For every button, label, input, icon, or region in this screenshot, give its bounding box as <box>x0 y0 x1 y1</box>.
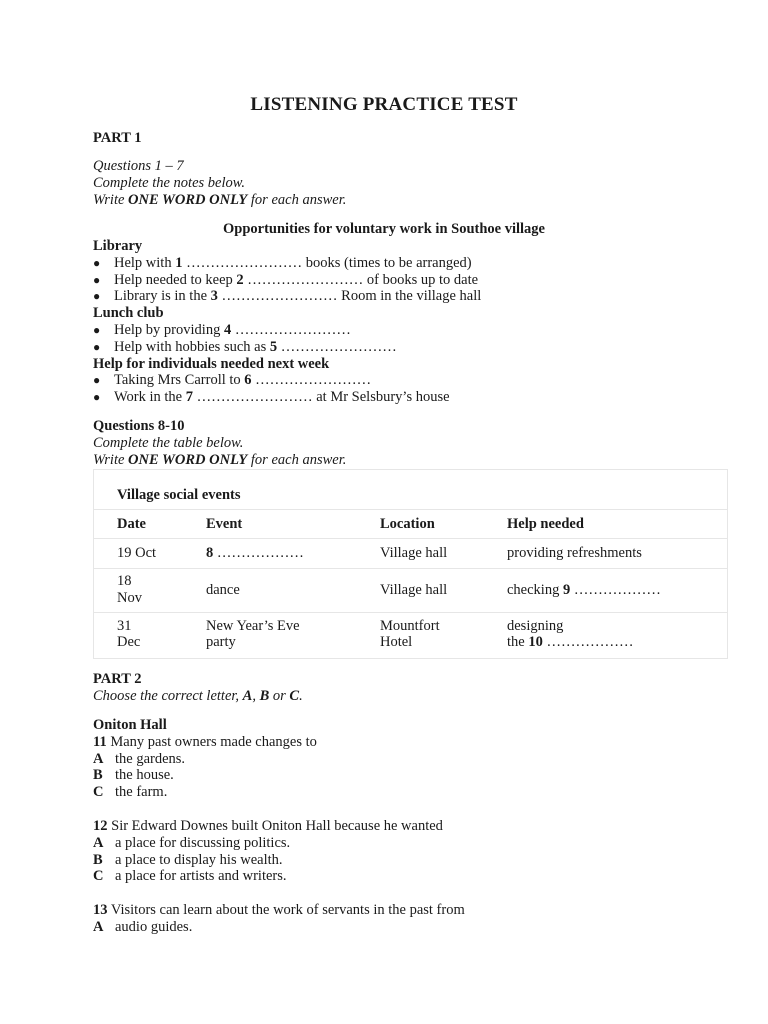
instruction-complete-notes: Complete the notes below. <box>93 174 245 191</box>
table-cell-event: 8 ……………… <box>206 544 304 561</box>
bullet-icon: ● <box>93 255 101 270</box>
table-cell-date: 31 Dec <box>117 617 141 651</box>
part1-instructions <box>93 158 346 208</box>
instruction-complete-table: Complete the table below. <box>93 434 244 451</box>
question-stem: 13 Visitors can learn about the work of servants in the past from <box>93 902 465 919</box>
notes-list <box>93 238 481 406</box>
bullet-icon: ● <box>93 373 101 388</box>
answer-option[interactable]: A audio guides. <box>93 918 193 935</box>
answer-blank[interactable]: …………………… <box>192 389 313 406</box>
notes-item: ● Library is in the 3 …………………… Room in the village hall <box>93 288 482 305</box>
instruction-word-limit-2: Write ONE WORD ONLY for each answer. <box>93 451 347 468</box>
table-header-cell: Location <box>380 516 435 532</box>
part2-subheading: Oniton Hall <box>93 717 167 733</box>
table-title: Village social events <box>117 487 241 503</box>
table-cell-help: designing the 10 ……………… <box>507 617 634 651</box>
q8-10-heading: Questions 8-10 <box>93 418 185 434</box>
bullet-icon: ● <box>93 339 101 354</box>
answer-blank[interactable]: …………………… <box>231 321 351 338</box>
bullet-icon: ● <box>93 272 101 287</box>
table-cell-event: New Year’s Eve party <box>206 617 300 651</box>
answer-option[interactable]: B a place to display his wealth. <box>93 851 283 868</box>
table-cell-date: 19 Oct <box>117 544 157 561</box>
answer-blank[interactable]: …………………… <box>251 372 372 389</box>
notes-item: ● Help needed to keep 2 …………………… of books up to date <box>93 271 479 288</box>
question-number: 6 <box>244 372 252 389</box>
question-number: 2 <box>236 271 244 288</box>
answer-option[interactable]: A a place for discussing politics. <box>93 834 291 851</box>
answer-option[interactable]: A the gardens. <box>93 750 186 767</box>
question-block <box>93 734 465 801</box>
table-cell-location: Village hall <box>380 581 448 598</box>
notes-section-heading: Lunch club <box>93 305 164 322</box>
question-number: 3 <box>210 288 218 305</box>
notes-section-heading: Library <box>93 238 143 254</box>
answer-blank[interactable]: …………………… <box>217 288 338 305</box>
bullet-icon: ● <box>93 289 101 304</box>
instruction-word-limit: Write ONE WORD ONLY for each answer. <box>93 191 347 208</box>
answer-option[interactable]: C a place for artists and writers. <box>93 868 287 885</box>
table-divider <box>94 612 727 613</box>
page-title: LISTENING PRACTICE TEST <box>250 94 518 115</box>
part2-heading: PART 2 <box>93 671 142 687</box>
part2-header <box>93 671 303 705</box>
question-number: 5 <box>269 338 278 355</box>
notes-item: ● Help with 1 …………………… books (times to be arranged) <box>93 254 472 271</box>
table-header-cell: Event <box>206 516 243 532</box>
questions-range: Questions 1 – 7 <box>93 158 184 174</box>
table-cell-location: Village hall <box>380 544 448 561</box>
table-header-cell: Date <box>117 516 146 532</box>
part2-instruction: Choose the correct letter, A, B or C. <box>93 687 303 704</box>
question-block <box>93 902 465 936</box>
question-number: 4 <box>223 321 232 338</box>
notes-title: Opportunities for voluntary work in Southoe village <box>223 221 545 237</box>
table-cell-event: dance <box>206 581 240 598</box>
part1-heading: PART 1 <box>93 130 142 146</box>
table-cell-help: checking 9 ……………… <box>507 581 661 598</box>
bullet-icon: ● <box>93 390 101 405</box>
table-divider <box>94 538 727 539</box>
bullet-icon: ● <box>93 322 101 337</box>
table-cell-location: Mountfort Hotel <box>380 617 440 651</box>
answer-blank[interactable]: …………………… <box>182 254 303 271</box>
notes-item: ● Help with hobbies such as 5 …………………… <box>93 338 397 355</box>
part1-header <box>93 130 142 147</box>
notes-item: ● Taking Mrs Carroll to 6 …………………… <box>93 372 372 389</box>
answer-blank[interactable]: …………………… <box>277 338 397 355</box>
q8-10-instructions <box>93 418 346 468</box>
table-header-cell: Help needed <box>507 516 584 532</box>
table-divider <box>94 509 727 510</box>
answer-option[interactable]: C the farm. <box>93 784 168 801</box>
question-stem: 12 Sir Edward Downes built Oniton Hall because he wanted <box>93 817 443 834</box>
answer-blank[interactable]: …………………… <box>243 271 364 288</box>
part2-questions <box>93 717 465 936</box>
table-divider <box>94 568 727 569</box>
question-stem: 11 Many past owners made changes to <box>93 733 317 750</box>
question-number: 1 <box>175 254 183 271</box>
notes-item: ● Help by providing 4 …………………… <box>93 321 351 338</box>
notes-item: ● Work in the 7 …………………… at Mr Selsbury’s house <box>93 389 450 406</box>
question-block <box>93 818 465 885</box>
notes-section-heading: Help for individuals needed next week <box>93 355 330 372</box>
table-cell-help: providing refreshments <box>507 544 642 561</box>
table-cell-date: 18 Nov <box>117 573 142 606</box>
answer-option[interactable]: B the house. <box>93 767 174 784</box>
question-number: 7 <box>185 389 193 406</box>
